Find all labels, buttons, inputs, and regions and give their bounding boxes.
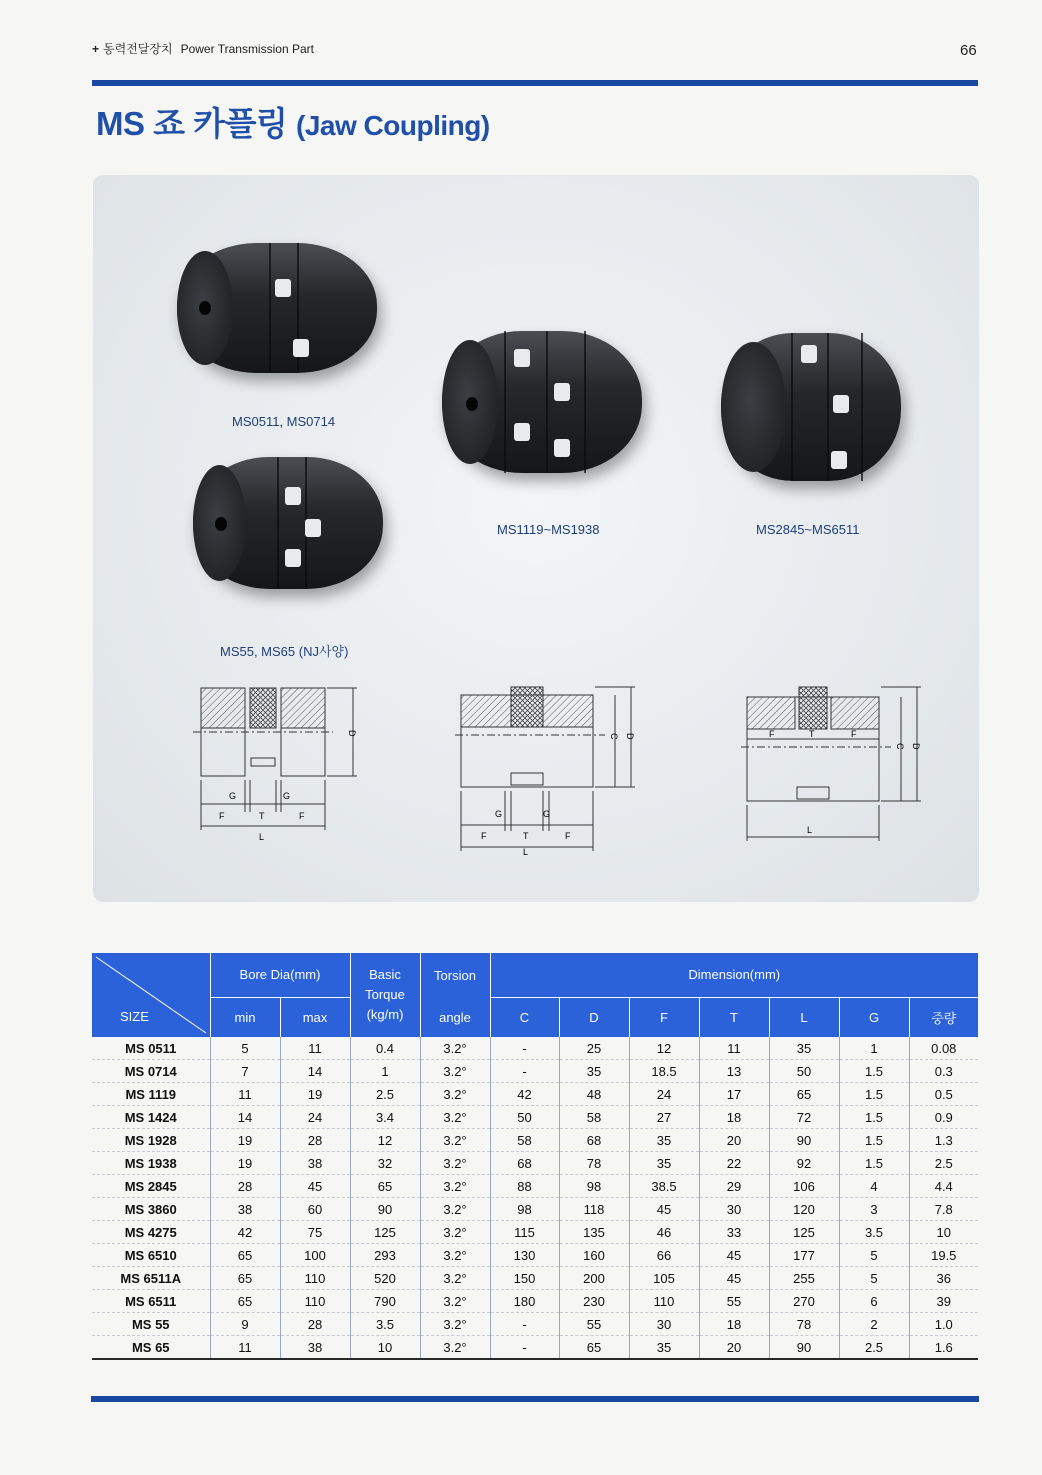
cell-bore-max: 75: [280, 1221, 350, 1244]
dim-l: L: [807, 825, 813, 835]
table-row: [92, 1106, 978, 1129]
cell-l: 65: [769, 1083, 839, 1106]
cell-c: 58: [490, 1129, 559, 1152]
dim-c: C: [895, 743, 905, 750]
cell-size: MS 1119: [92, 1083, 210, 1106]
cell-torsion-angle: 3.2°: [420, 1336, 490, 1360]
cell-d: 68: [559, 1129, 629, 1152]
cell-c: 68: [490, 1152, 559, 1175]
cell-torsion-angle: 3.2°: [420, 1152, 490, 1175]
f-header: F: [629, 997, 699, 1037]
cell-c: -: [490, 1060, 559, 1083]
cell-bore-min: 14: [210, 1106, 280, 1129]
cell-g: 5: [839, 1244, 909, 1267]
table-row: [92, 1129, 978, 1152]
cell-t: 18: [699, 1106, 769, 1129]
cell-d: 48: [559, 1083, 629, 1106]
cell-torque: 2.5: [350, 1083, 420, 1106]
cell-size: MS 2845: [92, 1175, 210, 1198]
cell-f: 30: [629, 1313, 699, 1336]
table-row: [92, 1221, 978, 1244]
table-row: [92, 1313, 978, 1336]
torsion-header: Torsion: [420, 953, 490, 997]
c-header: C: [490, 997, 559, 1037]
cell-l: 125: [769, 1221, 839, 1244]
cell-t: 22: [699, 1152, 769, 1175]
cell-f: 46: [629, 1221, 699, 1244]
cell-l: 177: [769, 1244, 839, 1267]
cell-c: 50: [490, 1106, 559, 1129]
cell-bore-max: 100: [280, 1244, 350, 1267]
cell-t: 29: [699, 1175, 769, 1198]
cell-c: 150: [490, 1267, 559, 1290]
cell-g: 3: [839, 1198, 909, 1221]
cell-weight: 1.6: [909, 1336, 978, 1360]
cell-weight: 0.5: [909, 1083, 978, 1106]
cell-d: 230: [559, 1290, 629, 1313]
cell-bore-max: 11: [280, 1037, 350, 1060]
cell-bore-max: 60: [280, 1198, 350, 1221]
spec-table: [92, 953, 978, 1360]
cell-torsion-angle: 3.2°: [420, 1037, 490, 1060]
cell-torque: 3.4: [350, 1106, 420, 1129]
bottom-rule: [91, 1396, 979, 1402]
table-row: [92, 1083, 978, 1106]
cell-torque: 0.4: [350, 1037, 420, 1060]
cell-bore-min: 7: [210, 1060, 280, 1083]
cell-bore-max: 14: [280, 1060, 350, 1083]
cell-weight: 2.5: [909, 1152, 978, 1175]
title-ko: MS 죠 카플링: [96, 105, 288, 142]
bore-max-header: max: [280, 997, 350, 1037]
cell-t: 45: [699, 1244, 769, 1267]
table-row: [92, 1336, 978, 1360]
table-row: [92, 1198, 978, 1221]
table-row: [92, 1244, 978, 1267]
size-header: [92, 953, 210, 1037]
cell-bore-max: 45: [280, 1175, 350, 1198]
cell-t: 18: [699, 1313, 769, 1336]
table-row: [92, 1267, 978, 1290]
cell-g: 1.5: [839, 1129, 909, 1152]
dim-d: D: [347, 730, 357, 737]
spec-table-body: [92, 1037, 978, 1359]
cell-bore-min: 65: [210, 1244, 280, 1267]
cell-f: 18.5: [629, 1060, 699, 1083]
dim-t: T: [259, 811, 265, 821]
coupling-photo-ms1119: [442, 331, 642, 473]
coupling-photo-ms55: [193, 457, 383, 589]
cell-l: 92: [769, 1152, 839, 1175]
technical-drawing-2: [455, 683, 655, 858]
size-header-label: SIZE: [120, 1009, 149, 1024]
bore-min-header: min: [210, 997, 280, 1037]
cell-t: 20: [699, 1129, 769, 1152]
cell-size: MS 6510: [92, 1244, 210, 1267]
cell-t: 17: [699, 1083, 769, 1106]
cell-d: 200: [559, 1267, 629, 1290]
cell-c: 98: [490, 1198, 559, 1221]
cell-weight: 36: [909, 1267, 978, 1290]
cell-torque: 1: [350, 1060, 420, 1083]
coupling-photo-ms2845: [721, 333, 901, 481]
cell-f: 38.5: [629, 1175, 699, 1198]
dim-d: D: [911, 743, 921, 750]
cell-torque: 3.5: [350, 1313, 420, 1336]
caption-ms2845: MS2845~MS6511: [756, 522, 860, 537]
table-row: [92, 1060, 978, 1083]
cell-size: MS 0714: [92, 1060, 210, 1083]
title-en: (Jaw Coupling): [296, 110, 490, 141]
cell-bore-max: 38: [280, 1336, 350, 1360]
cell-f: 35: [629, 1152, 699, 1175]
cell-g: 2.5: [839, 1336, 909, 1360]
torque-header: Basic Torque (kg/m): [350, 953, 420, 1037]
cell-weight: 0.08: [909, 1037, 978, 1060]
section-title-en: Power Transmission Part: [180, 42, 314, 56]
caption-ms55: MS55, MS65 (NJ사양): [220, 644, 349, 659]
caption-ms1119: MS1119~MS1938: [497, 522, 600, 537]
cell-bore-min: 11: [210, 1336, 280, 1360]
dim-l: L: [259, 832, 265, 842]
cell-weight: 4.4: [909, 1175, 978, 1198]
dim-f1: F: [219, 811, 225, 821]
cell-torque: 65: [350, 1175, 420, 1198]
dim-f2: F: [851, 729, 857, 739]
cell-bore-max: 24: [280, 1106, 350, 1129]
dim-t: T: [809, 729, 815, 739]
cell-d: 78: [559, 1152, 629, 1175]
cell-g: 2: [839, 1313, 909, 1336]
cell-bore-min: 65: [210, 1290, 280, 1313]
cell-torque: 790: [350, 1290, 420, 1313]
cell-torsion-angle: 3.2°: [420, 1198, 490, 1221]
cell-bore-min: 19: [210, 1152, 280, 1175]
cell-bore-max: 19: [280, 1083, 350, 1106]
header-diagonal-line: [92, 953, 210, 1037]
cell-torsion-angle: 3.2°: [420, 1175, 490, 1198]
cell-size: MS 1928: [92, 1129, 210, 1152]
cell-g: 1.5: [839, 1152, 909, 1175]
cell-size: MS 1938: [92, 1152, 210, 1175]
cell-l: 78: [769, 1313, 839, 1336]
cell-size: MS 1424: [92, 1106, 210, 1129]
dimension-header: Dimension(mm): [490, 953, 978, 997]
cell-f: 66: [629, 1244, 699, 1267]
cell-size: MS 55: [92, 1313, 210, 1336]
cell-f: 35: [629, 1129, 699, 1152]
table-row: [92, 1037, 978, 1060]
cell-size: MS 0511: [92, 1037, 210, 1060]
cell-torsion-angle: 3.2°: [420, 1290, 490, 1313]
page-number: 66: [960, 42, 977, 59]
cell-bore-min: 5: [210, 1037, 280, 1060]
cell-weight: 1.3: [909, 1129, 978, 1152]
cell-torsion-angle: 3.2°: [420, 1106, 490, 1129]
dim-c: C: [609, 733, 619, 740]
section-title-ko: 동력전달장치: [103, 42, 173, 56]
cell-l: 35: [769, 1037, 839, 1060]
cell-bore-min: 9: [210, 1313, 280, 1336]
t-header: T: [699, 997, 769, 1037]
cell-torsion-angle: 3.2°: [420, 1129, 490, 1152]
technical-drawing-3: [741, 683, 941, 843]
cell-f: 35: [629, 1336, 699, 1360]
cell-size: MS 3860: [92, 1198, 210, 1221]
l-header: L: [769, 997, 839, 1037]
dim-g1: G: [229, 791, 237, 801]
top-rule: [92, 80, 978, 86]
bore-header: Bore Dia(mm): [210, 953, 350, 997]
cell-d: 65: [559, 1336, 629, 1360]
cell-size: MS 6511A: [92, 1267, 210, 1290]
cell-f: 45: [629, 1198, 699, 1221]
cell-f: 105: [629, 1267, 699, 1290]
cell-bore-min: 28: [210, 1175, 280, 1198]
cell-d: 160: [559, 1244, 629, 1267]
cell-g: 1.5: [839, 1060, 909, 1083]
cell-f: 12: [629, 1037, 699, 1060]
cell-c: 88: [490, 1175, 559, 1198]
dim-g2: G: [283, 791, 291, 801]
table-row: [92, 1175, 978, 1198]
page-title: [96, 98, 490, 145]
cell-torque: 10: [350, 1336, 420, 1360]
technical-drawing-1: [193, 680, 383, 850]
cell-g: 3.5: [839, 1221, 909, 1244]
cell-t: 20: [699, 1336, 769, 1360]
cell-t: 33: [699, 1221, 769, 1244]
cell-bore-min: 38: [210, 1198, 280, 1221]
cell-weight: 19.5: [909, 1244, 978, 1267]
cell-d: 98: [559, 1175, 629, 1198]
dim-t: T: [523, 831, 529, 841]
cell-torsion-angle: 3.2°: [420, 1313, 490, 1336]
dim-f2: F: [565, 831, 571, 841]
table-row: [92, 1290, 978, 1313]
product-photo-panel: [93, 175, 979, 902]
cell-weight: 0.9: [909, 1106, 978, 1129]
cell-weight: 7.8: [909, 1198, 978, 1221]
cell-g: 1.5: [839, 1083, 909, 1106]
cell-torque: 32: [350, 1152, 420, 1175]
cell-l: 72: [769, 1106, 839, 1129]
cell-t: 45: [699, 1267, 769, 1290]
cell-g: 4: [839, 1175, 909, 1198]
cell-size: MS 6511: [92, 1290, 210, 1313]
cell-bore-max: 28: [280, 1313, 350, 1336]
cell-size: MS 65: [92, 1336, 210, 1360]
plus-icon: +: [92, 42, 100, 56]
cell-bore-min: 42: [210, 1221, 280, 1244]
cell-bore-min: 65: [210, 1267, 280, 1290]
g-header: G: [839, 997, 909, 1037]
dim-d: D: [625, 733, 635, 740]
cell-t: 30: [699, 1198, 769, 1221]
table-row: [92, 1152, 978, 1175]
cell-t: 55: [699, 1290, 769, 1313]
cell-c: -: [490, 1037, 559, 1060]
cell-c: -: [490, 1313, 559, 1336]
cell-bore-min: 19: [210, 1129, 280, 1152]
cell-d: 25: [559, 1037, 629, 1060]
cell-l: 90: [769, 1336, 839, 1360]
cell-f: 24: [629, 1083, 699, 1106]
cell-weight: 1.0: [909, 1313, 978, 1336]
cell-bore-max: 110: [280, 1267, 350, 1290]
cell-g: 1: [839, 1037, 909, 1060]
cell-bore-max: 110: [280, 1290, 350, 1313]
cell-l: 120: [769, 1198, 839, 1221]
cell-t: 13: [699, 1060, 769, 1083]
cell-torsion-angle: 3.2°: [420, 1244, 490, 1267]
cell-f: 27: [629, 1106, 699, 1129]
weight-header: 중량: [909, 997, 978, 1037]
cell-c: 130: [490, 1244, 559, 1267]
cell-g: 1.5: [839, 1106, 909, 1129]
cell-size: MS 4275: [92, 1221, 210, 1244]
dim-f1: F: [481, 831, 487, 841]
cell-g: 6: [839, 1290, 909, 1313]
torsion-angle-header: angle: [420, 997, 490, 1037]
d-header: D: [559, 997, 629, 1037]
cell-bore-max: 38: [280, 1152, 350, 1175]
cell-weight: 10: [909, 1221, 978, 1244]
coupling-photo-ms0511: [177, 243, 377, 373]
cell-torque: 12: [350, 1129, 420, 1152]
cell-d: 58: [559, 1106, 629, 1129]
cell-torque: 520: [350, 1267, 420, 1290]
dim-f1: F: [769, 729, 775, 739]
cell-l: 106: [769, 1175, 839, 1198]
dim-g1: G: [495, 809, 503, 819]
cell-l: 270: [769, 1290, 839, 1313]
caption-ms0511: MS0511, MS0714: [232, 414, 336, 429]
dim-l: L: [523, 847, 529, 857]
cell-d: 55: [559, 1313, 629, 1336]
cell-torsion-angle: 3.2°: [420, 1267, 490, 1290]
cell-bore-min: 11: [210, 1083, 280, 1106]
cell-l: 50: [769, 1060, 839, 1083]
cell-torque: 90: [350, 1198, 420, 1221]
cell-g: 5: [839, 1267, 909, 1290]
cell-d: 118: [559, 1198, 629, 1221]
running-header: [92, 40, 314, 57]
cell-d: 35: [559, 1060, 629, 1083]
cell-torsion-angle: 3.2°: [420, 1083, 490, 1106]
cell-torsion-angle: 3.2°: [420, 1221, 490, 1244]
dim-g2: G: [543, 809, 551, 819]
cell-torque: 125: [350, 1221, 420, 1244]
cell-d: 135: [559, 1221, 629, 1244]
dim-f2: F: [299, 811, 305, 821]
cell-torsion-angle: 3.2°: [420, 1060, 490, 1083]
cell-l: 90: [769, 1129, 839, 1152]
cell-l: 255: [769, 1267, 839, 1290]
cell-weight: 39: [909, 1290, 978, 1313]
cell-torque: 293: [350, 1244, 420, 1267]
cell-c: 180: [490, 1290, 559, 1313]
cell-t: 11: [699, 1037, 769, 1060]
cell-f: 110: [629, 1290, 699, 1313]
cell-bore-max: 28: [280, 1129, 350, 1152]
cell-c: -: [490, 1336, 559, 1360]
cell-c: 42: [490, 1083, 559, 1106]
cell-weight: 0.3: [909, 1060, 978, 1083]
cell-c: 115: [490, 1221, 559, 1244]
